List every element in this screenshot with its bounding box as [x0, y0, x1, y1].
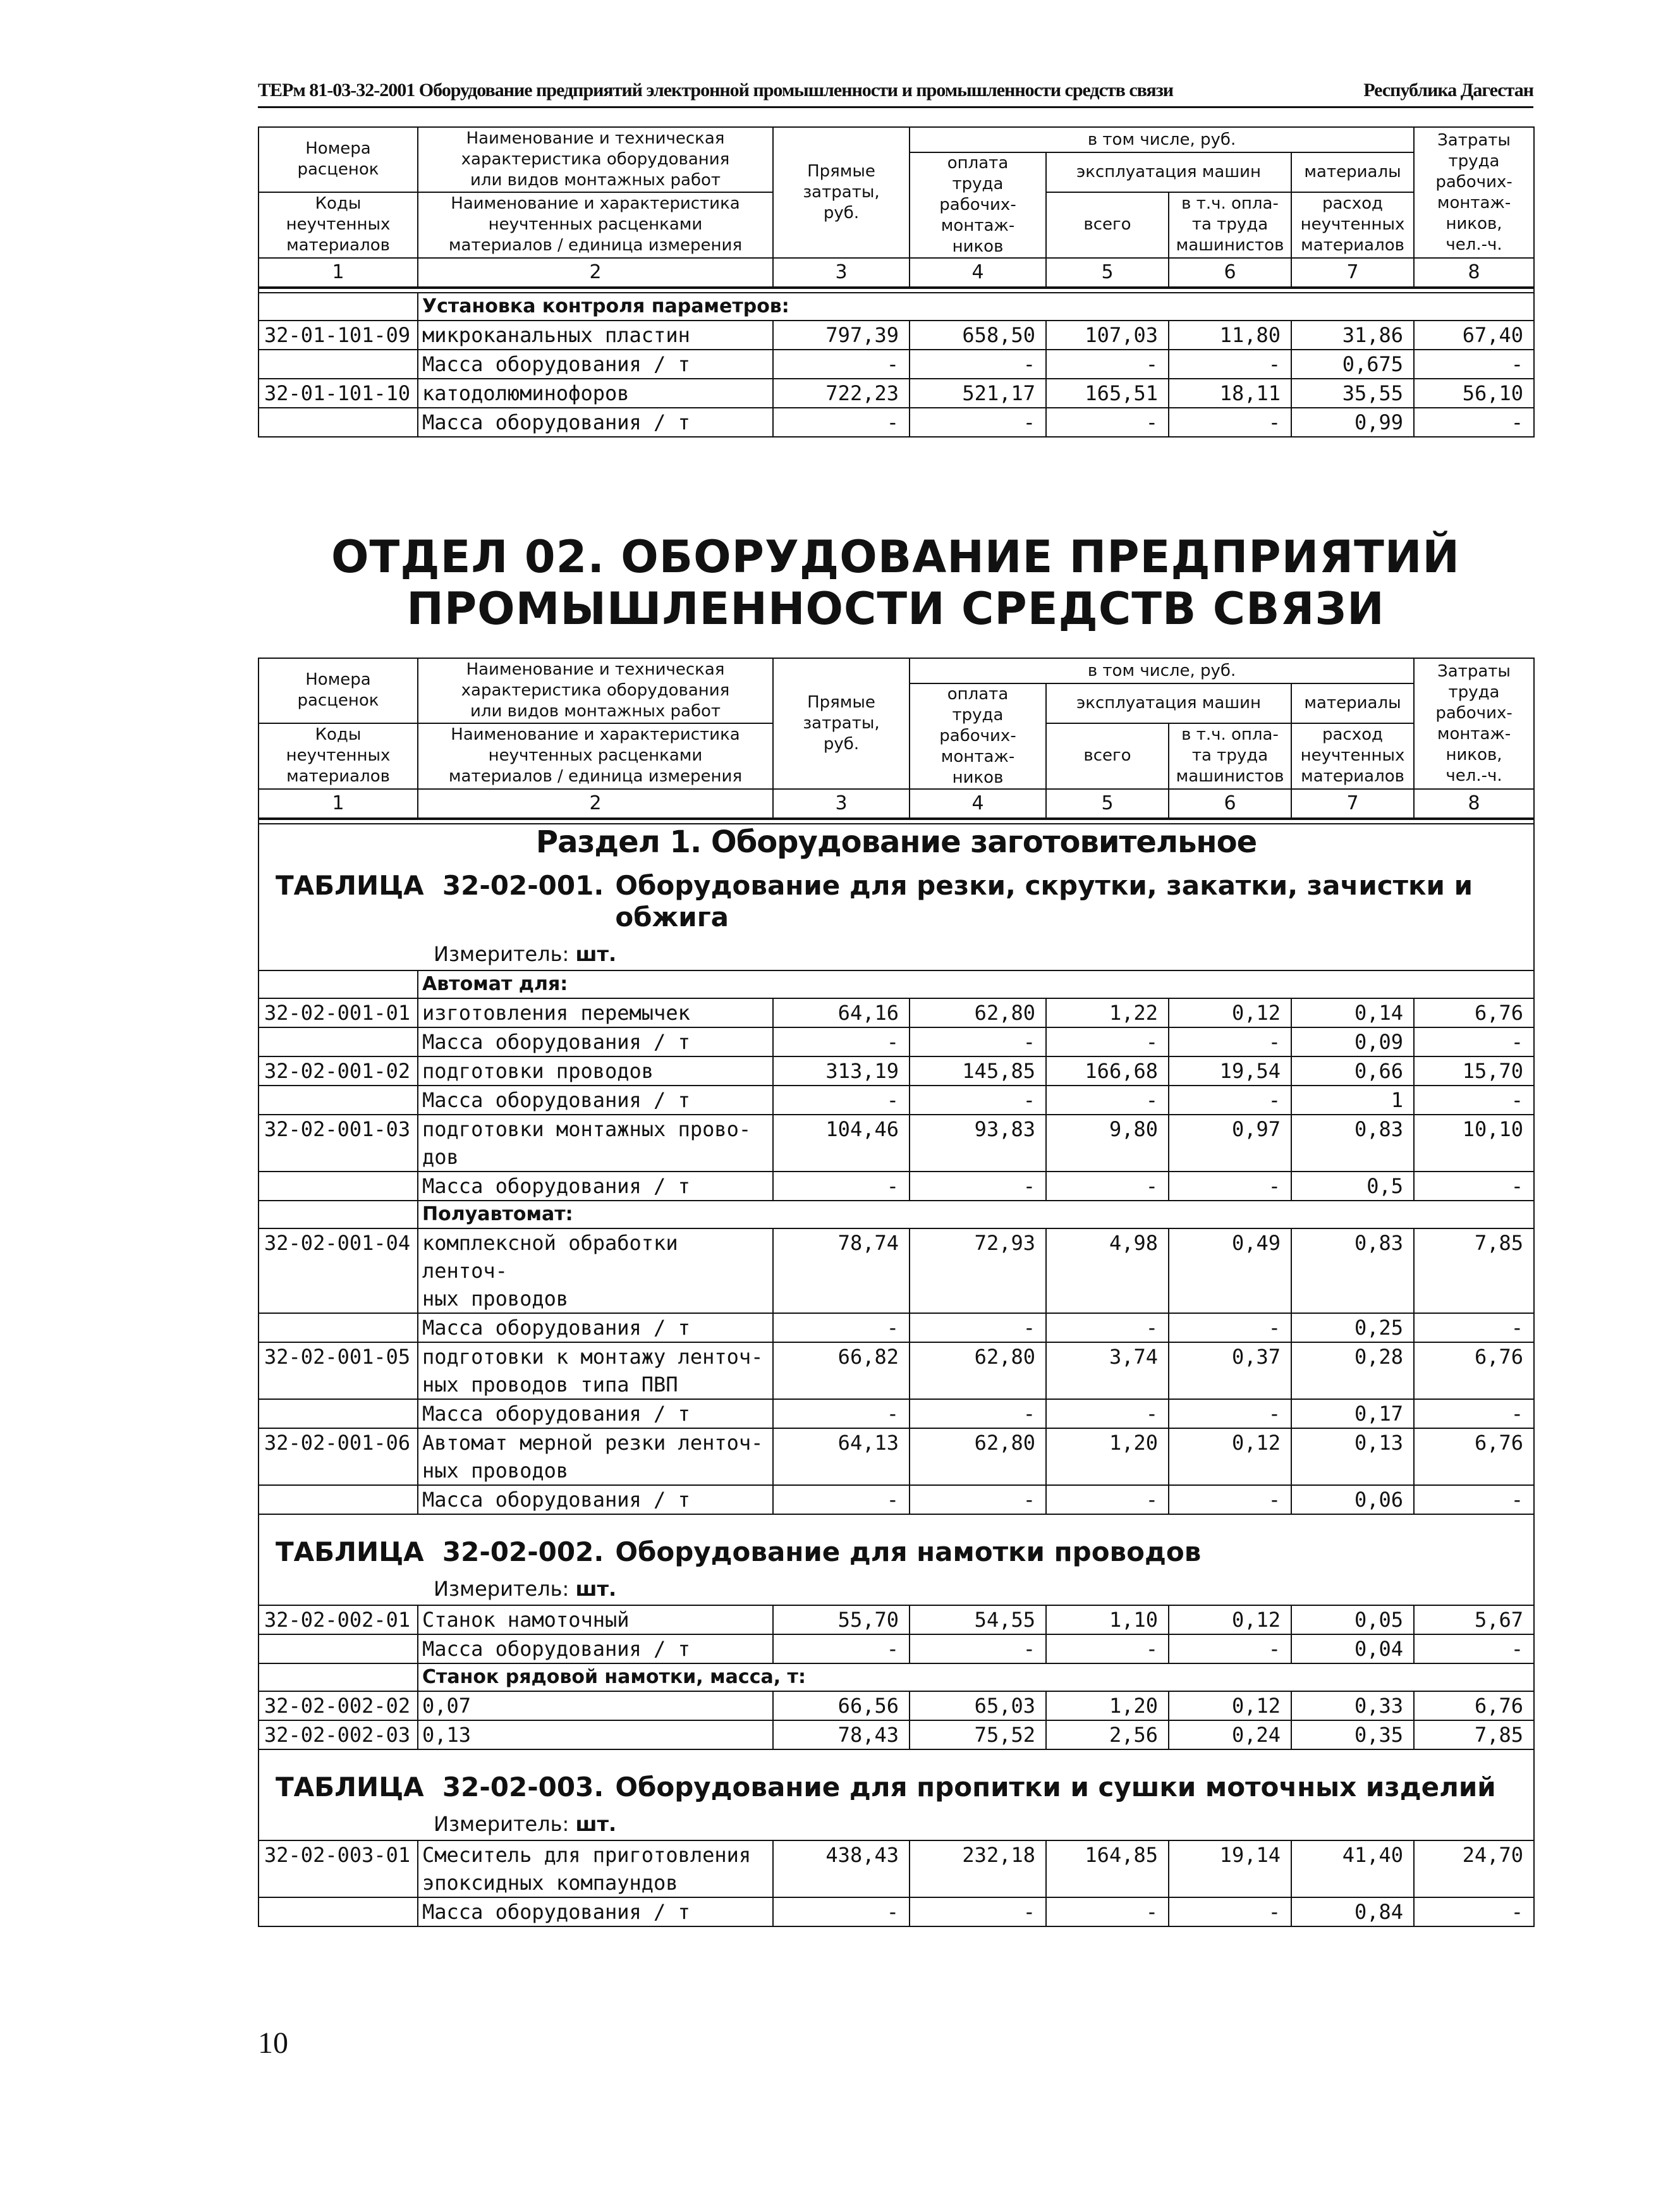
table-row: [259, 379, 1534, 408]
rate-value: -: [1414, 1172, 1534, 1201]
header-machines-total: всего: [1046, 723, 1169, 789]
rate-name: Масса оборудования / т: [418, 1027, 773, 1056]
rate-value: 6,76: [1414, 1691, 1534, 1720]
rate-value: 64,13: [773, 1428, 910, 1485]
rate-value: -: [1169, 1027, 1291, 1056]
rate-code: 32-02-002-03: [259, 1720, 418, 1749]
rate-value: 797,39: [773, 321, 910, 350]
table-title: Оборудование для намотки проводов: [615, 1536, 1202, 1567]
table-row: [259, 408, 1534, 437]
empty-cell: [259, 1663, 418, 1691]
header-title: ТЕРм 81-03-32-2001 Оборудование предприятий электронной промышленности и промышленности средств связи: [258, 80, 1174, 101]
rate-value: 67,40: [1414, 321, 1534, 350]
rate-code: 32-02-001-04: [259, 1228, 418, 1313]
header-machines-total: всего: [1046, 192, 1169, 258]
top-rates-table: [258, 126, 1535, 438]
rate-value: -: [1046, 1897, 1169, 1926]
rate-value: -: [910, 1027, 1046, 1056]
rate-value: 54,55: [910, 1605, 1046, 1634]
table-row: [259, 1840, 1534, 1897]
rate-name: подготовки монтажных прово- дов: [418, 1115, 773, 1172]
rate-value: -: [1414, 350, 1534, 379]
rate-name: подготовки проводов: [418, 1056, 773, 1086]
rate-value: 66,56: [773, 1691, 910, 1720]
rate-value: 0,24: [1169, 1720, 1291, 1749]
column-number: 5: [1046, 789, 1169, 819]
header-rate-numbers: Номера расценок: [259, 127, 418, 192]
header-material-codes: Коды неучтенных материалов: [259, 192, 418, 258]
main-rates-table: [258, 658, 1535, 1927]
table-row: [259, 1172, 1534, 1201]
rate-code: 32-02-002-02: [259, 1691, 418, 1720]
header-materials: материалы: [1291, 683, 1414, 723]
rate-value: 66,82: [773, 1342, 910, 1399]
rate-value: 0,97: [1169, 1115, 1291, 1172]
table-row: [259, 1634, 1534, 1663]
rate-value: 10,10: [1414, 1115, 1534, 1172]
table-number: ТАБЛИЦА 32-02-001.: [276, 870, 604, 901]
rate-value: 658,50: [910, 321, 1046, 350]
rate-value: 438,43: [773, 1840, 910, 1897]
rate-value: 104,46: [773, 1115, 910, 1172]
rate-value: -: [773, 1027, 910, 1056]
header-labor-hours: Затраты труда рабочих- монтаж- ников, чел.-ч.: [1414, 127, 1534, 258]
rate-value: 145,85: [910, 1056, 1046, 1086]
rate-code: [259, 408, 418, 437]
rate-value: 0,13: [1291, 1428, 1414, 1485]
rate-value: -: [1414, 408, 1534, 437]
table-row: [259, 1228, 1534, 1313]
rate-value: 72,93: [910, 1228, 1046, 1313]
rate-code: [259, 1897, 418, 1926]
group-label: Автомат для:: [418, 970, 1534, 998]
rate-value: 5,67: [1414, 1605, 1534, 1634]
rate-value: 7,85: [1414, 1228, 1534, 1313]
rate-value: 166,68: [1046, 1056, 1169, 1086]
column-number: 8: [1414, 789, 1534, 819]
table-meter: [434, 1577, 1533, 1601]
rate-value: -: [1414, 1399, 1534, 1428]
rate-value: -: [1414, 1485, 1534, 1514]
rate-value: -: [773, 1399, 910, 1428]
rate-code: 32-02-001-05: [259, 1342, 418, 1399]
header-labor-pay: оплата труда рабочих- монтаж- ников: [910, 683, 1046, 789]
rate-value: 1,22: [1046, 998, 1169, 1027]
rate-value: -: [773, 1897, 910, 1926]
rate-code: [259, 1172, 418, 1201]
page-number: 10: [258, 2026, 288, 2060]
column-number: 8: [1414, 258, 1534, 288]
meter-label: Измеритель:: [434, 1812, 569, 1836]
rate-name: катодолюминофоров: [418, 379, 773, 408]
table-row: [259, 1313, 1534, 1342]
rate-value: 1: [1291, 1086, 1414, 1115]
column-number: 3: [773, 258, 910, 288]
rate-name: Станок намоточный: [418, 1605, 773, 1634]
rate-value: -: [910, 350, 1046, 379]
rate-value: 35,55: [1291, 379, 1414, 408]
rate-value: -: [1169, 1634, 1291, 1663]
rate-value: 93,83: [910, 1115, 1046, 1172]
table-number: ТАБЛИЦА 32-02-002.: [276, 1536, 604, 1567]
rate-value: -: [1046, 1172, 1169, 1201]
rate-name: Масса оборудования / т: [418, 1485, 773, 1514]
table-row: [259, 1605, 1534, 1634]
rate-value: 62,80: [910, 1342, 1046, 1399]
rate-code: [259, 1027, 418, 1056]
rate-code: 32-02-002-01: [259, 1605, 418, 1634]
rate-value: 64,16: [773, 998, 910, 1027]
column-number: 5: [1046, 258, 1169, 288]
column-number: 7: [1291, 258, 1414, 288]
rate-value: 0,83: [1291, 1115, 1414, 1172]
rate-value: 56,10: [1414, 379, 1534, 408]
rate-value: 19,14: [1169, 1840, 1291, 1897]
empty-cell: [259, 1201, 418, 1228]
rate-value: -: [1046, 408, 1169, 437]
rate-value: 7,85: [1414, 1720, 1534, 1749]
rate-value: 41,40: [1291, 1840, 1414, 1897]
rate-value: -: [1046, 1313, 1169, 1342]
rate-value: -: [1414, 1313, 1534, 1342]
rate-value: 0,675: [1291, 350, 1414, 379]
rate-code: 32-02-001-03: [259, 1115, 418, 1172]
rate-value: 31,86: [1291, 321, 1414, 350]
rate-value: -: [1046, 1399, 1169, 1428]
column-number: 2: [418, 258, 773, 288]
rate-value: -: [910, 1634, 1046, 1663]
rate-value: 313,19: [773, 1056, 910, 1086]
table-meter: [434, 1812, 1533, 1836]
rate-value: 1,20: [1046, 1691, 1169, 1720]
header-machinist-pay: в т.ч. опла- та труда машинистов: [1169, 192, 1291, 258]
meter-label: Измеритель:: [434, 1577, 569, 1601]
header-work-name: Наименование и техническая характеристика оборудования или видов монтажных работ: [418, 658, 773, 723]
column-number: 6: [1169, 258, 1291, 288]
rate-value: -: [1414, 1897, 1534, 1926]
header-direct-costs: Прямые затраты, руб.: [773, 658, 910, 789]
table-heading: [259, 1749, 1534, 1840]
rate-value: 62,80: [910, 998, 1046, 1027]
rate-code: 32-02-001-06: [259, 1428, 418, 1485]
header-direct-costs: Прямые затраты, руб.: [773, 127, 910, 258]
header-including: в том числе, руб.: [910, 658, 1414, 683]
table-row: [259, 321, 1534, 350]
rate-code: [259, 1313, 418, 1342]
rate-value: 0,17: [1291, 1399, 1414, 1428]
rate-value: 6,76: [1414, 1428, 1534, 1485]
rate-value: -: [910, 1399, 1046, 1428]
rate-value: 0,84: [1291, 1897, 1414, 1926]
rate-value: 65,03: [910, 1691, 1046, 1720]
table-row: [259, 1485, 1534, 1514]
table-row: [259, 998, 1534, 1027]
rate-value: 0,12: [1169, 1605, 1291, 1634]
rate-name: 0,07: [418, 1691, 773, 1720]
header-material-codes: Коды неучтенных материалов: [259, 723, 418, 789]
rate-value: 0,28: [1291, 1342, 1414, 1399]
meter-label: Измеритель:: [434, 942, 569, 966]
group-label: Полуавтомат:: [418, 1201, 1534, 1228]
table-heading: [259, 1514, 1534, 1605]
rate-value: 107,03: [1046, 321, 1169, 350]
column-number: 6: [1169, 789, 1291, 819]
table-title: Оборудование для резки, скрутки, закатки, зачистки и обжига: [615, 870, 1473, 933]
rate-value: 0,33: [1291, 1691, 1414, 1720]
rate-value: 24,70: [1414, 1840, 1534, 1897]
header-machines: эксплуатация машин: [1046, 152, 1291, 192]
empty-cell: [259, 970, 418, 998]
rate-code: [259, 1399, 418, 1428]
rate-value: -: [773, 1634, 910, 1663]
rate-value: -: [1169, 350, 1291, 379]
rate-value: 0,14: [1291, 998, 1414, 1027]
rate-name: Масса оборудования / т: [418, 1897, 773, 1926]
rate-name: комплексной обработки ленточ- ных проводов: [418, 1228, 773, 1313]
rate-code: [259, 1485, 418, 1514]
table-row: [259, 1720, 1534, 1749]
rate-value: 9,80: [1046, 1115, 1169, 1172]
rate-value: -: [773, 1485, 910, 1514]
rate-value: 0,83: [1291, 1228, 1414, 1313]
rate-value: 1,10: [1046, 1605, 1169, 1634]
department-title: ОТДЕЛ 02. ОБОРУДОВАНИЕ ПРЕДПРИЯТИЙ ПРОМЫШЛЕННОСТИ СРЕДСТВ СВЯЗИ: [331, 531, 1461, 635]
rate-value: -: [1046, 350, 1169, 379]
table-row: [259, 1056, 1534, 1086]
header-labor-pay: оплата труда рабочих- монтаж- ников: [910, 152, 1046, 258]
rate-value: 0,37: [1169, 1342, 1291, 1399]
meter-unit: шт.: [575, 1577, 617, 1601]
header-material-names: Наименование и характеристика неучтенных расценками материалов / единица измерения: [418, 192, 773, 258]
table-meter: [434, 942, 1533, 966]
rate-value: 0,66: [1291, 1056, 1414, 1086]
rate-code: 32-01-101-10: [259, 379, 418, 408]
rate-value: 0,12: [1169, 1691, 1291, 1720]
rate-value: 3,74: [1046, 1342, 1169, 1399]
column-number: 3: [773, 789, 910, 819]
rate-value: -: [1169, 1399, 1291, 1428]
table-row: [259, 1027, 1534, 1056]
rate-value: -: [1414, 1634, 1534, 1663]
rate-value: -: [910, 408, 1046, 437]
rate-value: 0,12: [1169, 1428, 1291, 1485]
rate-value: 0,49: [1169, 1228, 1291, 1313]
column-number: 1: [259, 258, 418, 288]
header-material-usage: расход неучтенных материалов: [1291, 192, 1414, 258]
rate-value: 19,54: [1169, 1056, 1291, 1086]
header-labor-hours: Затраты труда рабочих- монтаж- ников, чел.-ч.: [1414, 658, 1534, 789]
rate-value: 18,11: [1169, 379, 1291, 408]
rate-value: 11,80: [1169, 321, 1291, 350]
column-number: 4: [910, 789, 1046, 819]
table-row: [259, 1897, 1534, 1926]
rate-code: [259, 1634, 418, 1663]
header-gap: [259, 819, 1534, 824]
section-title: Раздел 1. Оборудование заготовительное: [259, 824, 1534, 860]
rate-code: 32-02-001-02: [259, 1056, 418, 1086]
rate-value: 0,04: [1291, 1634, 1414, 1663]
column-number: 2: [418, 789, 773, 819]
rate-value: -: [773, 1313, 910, 1342]
rate-value: 6,76: [1414, 998, 1534, 1027]
rate-value: 78,43: [773, 1720, 910, 1749]
rate-name: Масса оборудования / т: [418, 1086, 773, 1115]
header-material-usage: расход неучтенных материалов: [1291, 723, 1414, 789]
rate-value: 4,98: [1046, 1228, 1169, 1313]
rate-code: [259, 350, 418, 379]
header-materials: материалы: [1291, 152, 1414, 192]
rate-value: -: [1169, 1485, 1291, 1514]
rate-value: 55,70: [773, 1605, 910, 1634]
table-heading: [259, 860, 1534, 970]
header-machinist-pay: в т.ч. опла- та труда машинистов: [1169, 723, 1291, 789]
rate-name: Масса оборудования / т: [418, 1634, 773, 1663]
rate-value: -: [910, 1172, 1046, 1201]
rate-code: 32-01-101-09: [259, 321, 418, 350]
table-row: [259, 1342, 1534, 1399]
rate-name: Масса оборудования / т: [418, 1399, 773, 1428]
rate-name: изготовления перемычек: [418, 998, 773, 1027]
rate-name: Масса оборудования / т: [418, 1313, 773, 1342]
header-including: в том числе, руб.: [910, 127, 1414, 152]
rate-value: -: [910, 1897, 1046, 1926]
rate-value: 0,25: [1291, 1313, 1414, 1342]
rate-value: 521,17: [910, 379, 1046, 408]
table-number: ТАБЛИЦА 32-02-003.: [276, 1772, 604, 1802]
rate-value: -: [910, 1485, 1046, 1514]
rate-name: микроканальных пластин: [418, 321, 773, 350]
rate-value: 78,74: [773, 1228, 910, 1313]
table-row: [259, 350, 1534, 379]
rate-name: Масса оборудования / т: [418, 408, 773, 437]
rate-value: 0,99: [1291, 408, 1414, 437]
rate-value: -: [910, 1313, 1046, 1342]
rate-value: -: [1169, 1172, 1291, 1201]
rate-value: 2,56: [1046, 1720, 1169, 1749]
rate-value: -: [1169, 408, 1291, 437]
rate-value: 15,70: [1414, 1056, 1534, 1086]
rate-value: -: [1046, 1027, 1169, 1056]
meter-unit: шт.: [575, 942, 617, 966]
rate-value: -: [773, 350, 910, 379]
group-label: Станок рядовой намотки, масса, т:: [418, 1663, 1534, 1691]
empty-cell: [259, 293, 418, 321]
rate-value: -: [1046, 1086, 1169, 1115]
header-region: Республика Дагестан: [1363, 80, 1533, 101]
rate-value: -: [1414, 1027, 1534, 1056]
header-rate-numbers: Номера расценок: [259, 658, 418, 723]
rate-value: 1,20: [1046, 1428, 1169, 1485]
header-work-name: Наименование и техническая характеристика оборудования или видов монтажных работ: [418, 127, 773, 192]
rate-value: -: [1169, 1897, 1291, 1926]
table-row: [259, 1399, 1534, 1428]
rate-value: 6,76: [1414, 1342, 1534, 1399]
column-number: 4: [910, 258, 1046, 288]
running-header: [258, 80, 1533, 110]
rate-value: -: [773, 408, 910, 437]
rate-code: 32-02-003-01: [259, 1840, 418, 1897]
rate-value: 0,5: [1291, 1172, 1414, 1201]
rate-value: 0,35: [1291, 1720, 1414, 1749]
rate-value: 722,23: [773, 379, 910, 408]
rate-value: 0,06: [1291, 1485, 1414, 1514]
header-gap: [259, 288, 1534, 293]
rate-value: 0,05: [1291, 1605, 1414, 1634]
rate-value: -: [1046, 1485, 1169, 1514]
rate-name: Масса оборудования / т: [418, 1172, 773, 1201]
rate-name: Автомат мерной резки ленточ- ных проводов: [418, 1428, 773, 1485]
rate-name: Смеситель для приготовления эпоксидных компаундов: [418, 1840, 773, 1897]
rate-value: -: [1169, 1086, 1291, 1115]
rate-value: 164,85: [1046, 1840, 1169, 1897]
rate-value: -: [1046, 1634, 1169, 1663]
rate-value: 232,18: [910, 1840, 1046, 1897]
rate-value: -: [1414, 1086, 1534, 1115]
rate-value: 0,12: [1169, 998, 1291, 1027]
rate-name: подготовки к монтажу ленточ- ных проводов типа ПВП: [418, 1342, 773, 1399]
group-label: Установка контроля параметров:: [418, 293, 1534, 321]
rate-code: [259, 1086, 418, 1115]
rate-value: -: [910, 1086, 1046, 1115]
header-material-names: Наименование и характеристика неучтенных расценками материалов / единица измерения: [418, 723, 773, 789]
rate-code: 32-02-001-01: [259, 998, 418, 1027]
header-rule: [258, 106, 1533, 108]
column-number: 1: [259, 789, 418, 819]
rate-value: -: [1169, 1313, 1291, 1342]
table-row: [259, 1691, 1534, 1720]
rate-name: 0,13: [418, 1720, 773, 1749]
rate-value: -: [773, 1172, 910, 1201]
rate-name: Масса оборудования / т: [418, 350, 773, 379]
meter-unit: шт.: [575, 1812, 617, 1836]
rate-value: 0,09: [1291, 1027, 1414, 1056]
rate-value: 165,51: [1046, 379, 1169, 408]
rate-value: 62,80: [910, 1428, 1046, 1485]
header-machines: эксплуатация машин: [1046, 683, 1291, 723]
table-row: [259, 1086, 1534, 1115]
column-number: 7: [1291, 789, 1414, 819]
table-title: Оборудование для пропитки и сушки моточных изделий: [615, 1772, 1496, 1802]
table-row: [259, 1115, 1534, 1172]
table-row: [259, 1428, 1534, 1485]
rate-value: -: [773, 1086, 910, 1115]
rate-value: 75,52: [910, 1720, 1046, 1749]
